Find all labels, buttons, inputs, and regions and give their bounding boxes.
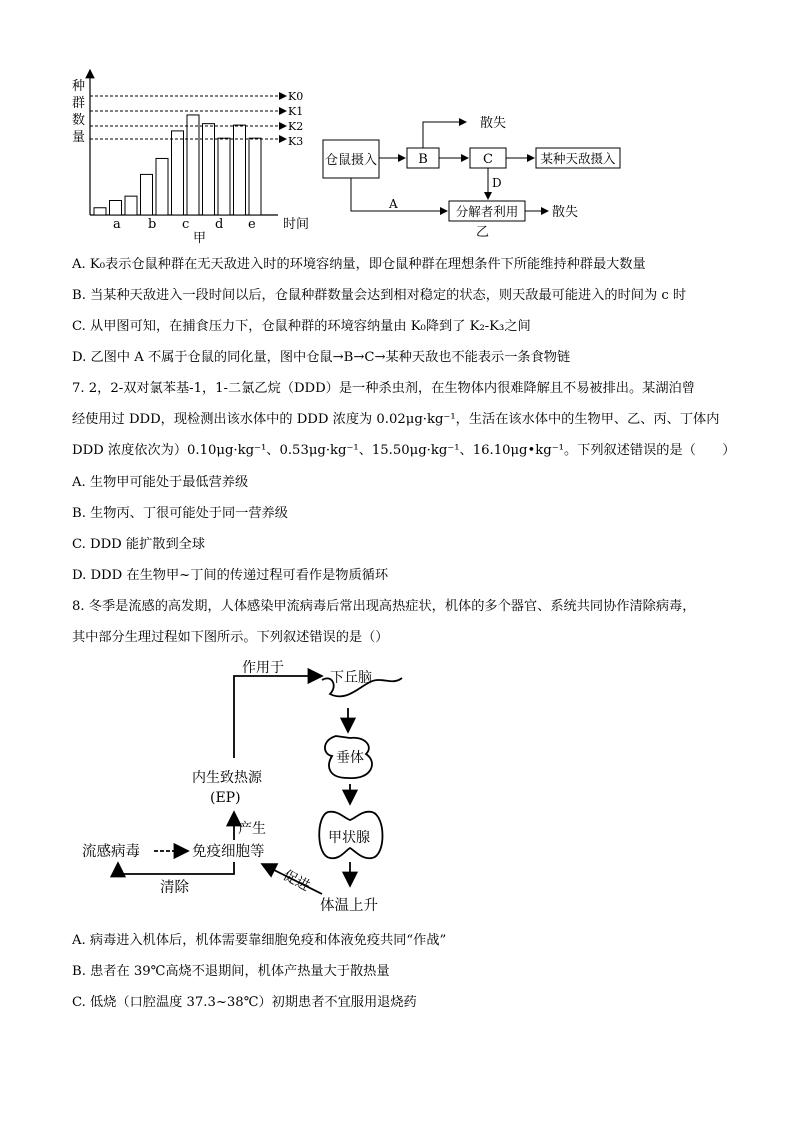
bar-11 [249, 138, 261, 215]
ep-label-line1: 内生致热源 [192, 770, 262, 786]
temp-rise-label: 体温上升 [320, 898, 378, 914]
thyroid-label: 甲状腺 [328, 830, 370, 846]
heat-loss-top: 散失 [480, 116, 507, 131]
k1-label: K1 [288, 105, 304, 118]
svg-text:C: C [483, 152, 493, 167]
label-a: A [389, 197, 398, 211]
q6-option-c: C. 从甲图可知，在捕食压力下，仓鼠种群的环境容纳量由 K₀降到了 K₂-K₃之间 [72, 319, 531, 334]
clear-label: 清除 [160, 880, 189, 896]
x-label-a: a [113, 217, 121, 232]
figure-jia-caption: 甲 [193, 231, 207, 246]
q8-option-c: C. 低烧（口腔温度 37.3~38℃）初期患者不宜服用退烧药 [72, 995, 417, 1010]
x-label-c: c [182, 217, 190, 232]
svg-text:数: 数 [72, 113, 86, 128]
k0-label: K0 [288, 90, 304, 103]
bar-6 [172, 131, 184, 215]
bar-8 [203, 124, 215, 215]
q7-option-a: A. 生物甲可能处于最低营养级 [72, 475, 249, 490]
acts-on-label: 作用于 [242, 660, 284, 676]
q7-stem-line3: DDD 浓度依次为）0.10μg·kg⁻¹、0.53μg·kg⁻¹、15.50μg·kg⁻¹、16.10μg•kg⁻¹。下列叙述错误的是（ ） [72, 443, 736, 458]
k2-label: K2 [288, 120, 304, 133]
hypothalamus-label: 下丘脑 [330, 670, 372, 686]
x-axis-title: 时间 [283, 217, 310, 232]
bar-3 [125, 196, 137, 215]
k3-label: K3 [288, 135, 304, 148]
q8-option-b: B. 患者在 39℃高烧不退期间，机体产热量大于散热量 [72, 964, 390, 979]
y-axis-label [72, 79, 85, 145]
figure-jia-yi [60, 60, 640, 250]
ep-label-line2: (EP) [210, 790, 241, 806]
q7-stem-line1: 7. 2，2-双对氯苯基-1，1-二氯乙烷（DDD）是一种杀虫剂，在生物体内很难降解且不易被排出。某湖泊曾 [72, 381, 695, 396]
q7-option-c: C. DDD 能扩散到全球 [72, 537, 206, 552]
bar-4 [141, 174, 153, 215]
q8-option-a: A. 病毒进入机体后，机体需要靠细胞免疫和体液免疫共同“作战” [72, 933, 447, 948]
x-label-b: b [148, 217, 157, 232]
bar-9 [218, 138, 230, 215]
q8-stem-line1: 8. 冬季是流感的高发期，人体感染甲流病毒后常出现高热症状，机体的多个器官、系统共同协作清除病毒， [72, 599, 696, 614]
q6-option-d: D. 乙图中 A 不属于仓鼠的同化量，图中仓鼠→B→C→某种天敌也不能表示一条食物链 [72, 350, 571, 365]
svg-text:某种天敌摄入: 某种天敌摄入 [540, 151, 616, 166]
svg-text:群: 群 [72, 96, 86, 111]
bar-2 [110, 201, 122, 216]
svg-text:仓鼠摄入: 仓鼠摄入 [324, 153, 378, 168]
bar-7 [187, 115, 199, 215]
q7-option-d: D. DDD 在生物甲~丁间的传递过程可看作是物质循环 [72, 568, 389, 583]
produce-label: 产生 [238, 821, 266, 837]
figure-yi-caption: 乙 [476, 225, 490, 240]
svg-text:量: 量 [72, 130, 86, 145]
svg-text:分解者利用: 分解者利用 [455, 204, 519, 219]
bar-1 [94, 208, 106, 215]
q7-option-b: B. 生物丙、丁很可能处于同一营养级 [72, 506, 288, 521]
svg-text:种: 种 [72, 79, 86, 94]
q7-stem-line2: 经使用过 DDD，现检测出该水体中的 DDD 浓度为 0.02μg·kg⁻¹，生活在该水体中的生物甲、乙、丙、丁体内 [72, 412, 720, 427]
promote-label: 促进 [280, 867, 313, 895]
bar-5 [156, 158, 168, 215]
label-d: D [492, 176, 502, 190]
heat-loss-right: 散失 [552, 205, 579, 220]
q6-option-b: B. 当某种天敌进入一段时间以后，仓鼠种群数量会达到相对稳定的状态，则天敌最可能进入的时间为 c 时 [72, 288, 687, 303]
bars [94, 115, 261, 215]
pituitary-label: 垂体 [336, 750, 364, 766]
x-label-e: e [248, 217, 256, 232]
figure-fever-regulation [60, 650, 420, 922]
svg-text:B: B [418, 152, 428, 167]
q6-option-a: A. K₀表示仓鼠种群在无天敌进入时的环境容纳量，即仓鼠种群在理想条件下所能维持种群最大数量 [72, 257, 646, 272]
x-label-d: d [215, 217, 224, 232]
q8-stem-line2: 其中部分生理过程如下图所示。下列叙述错误的是（） [72, 630, 389, 645]
immune-cells-label: 免疫细胞等 [192, 844, 265, 860]
virus-label: 流感病毒 [82, 844, 140, 860]
